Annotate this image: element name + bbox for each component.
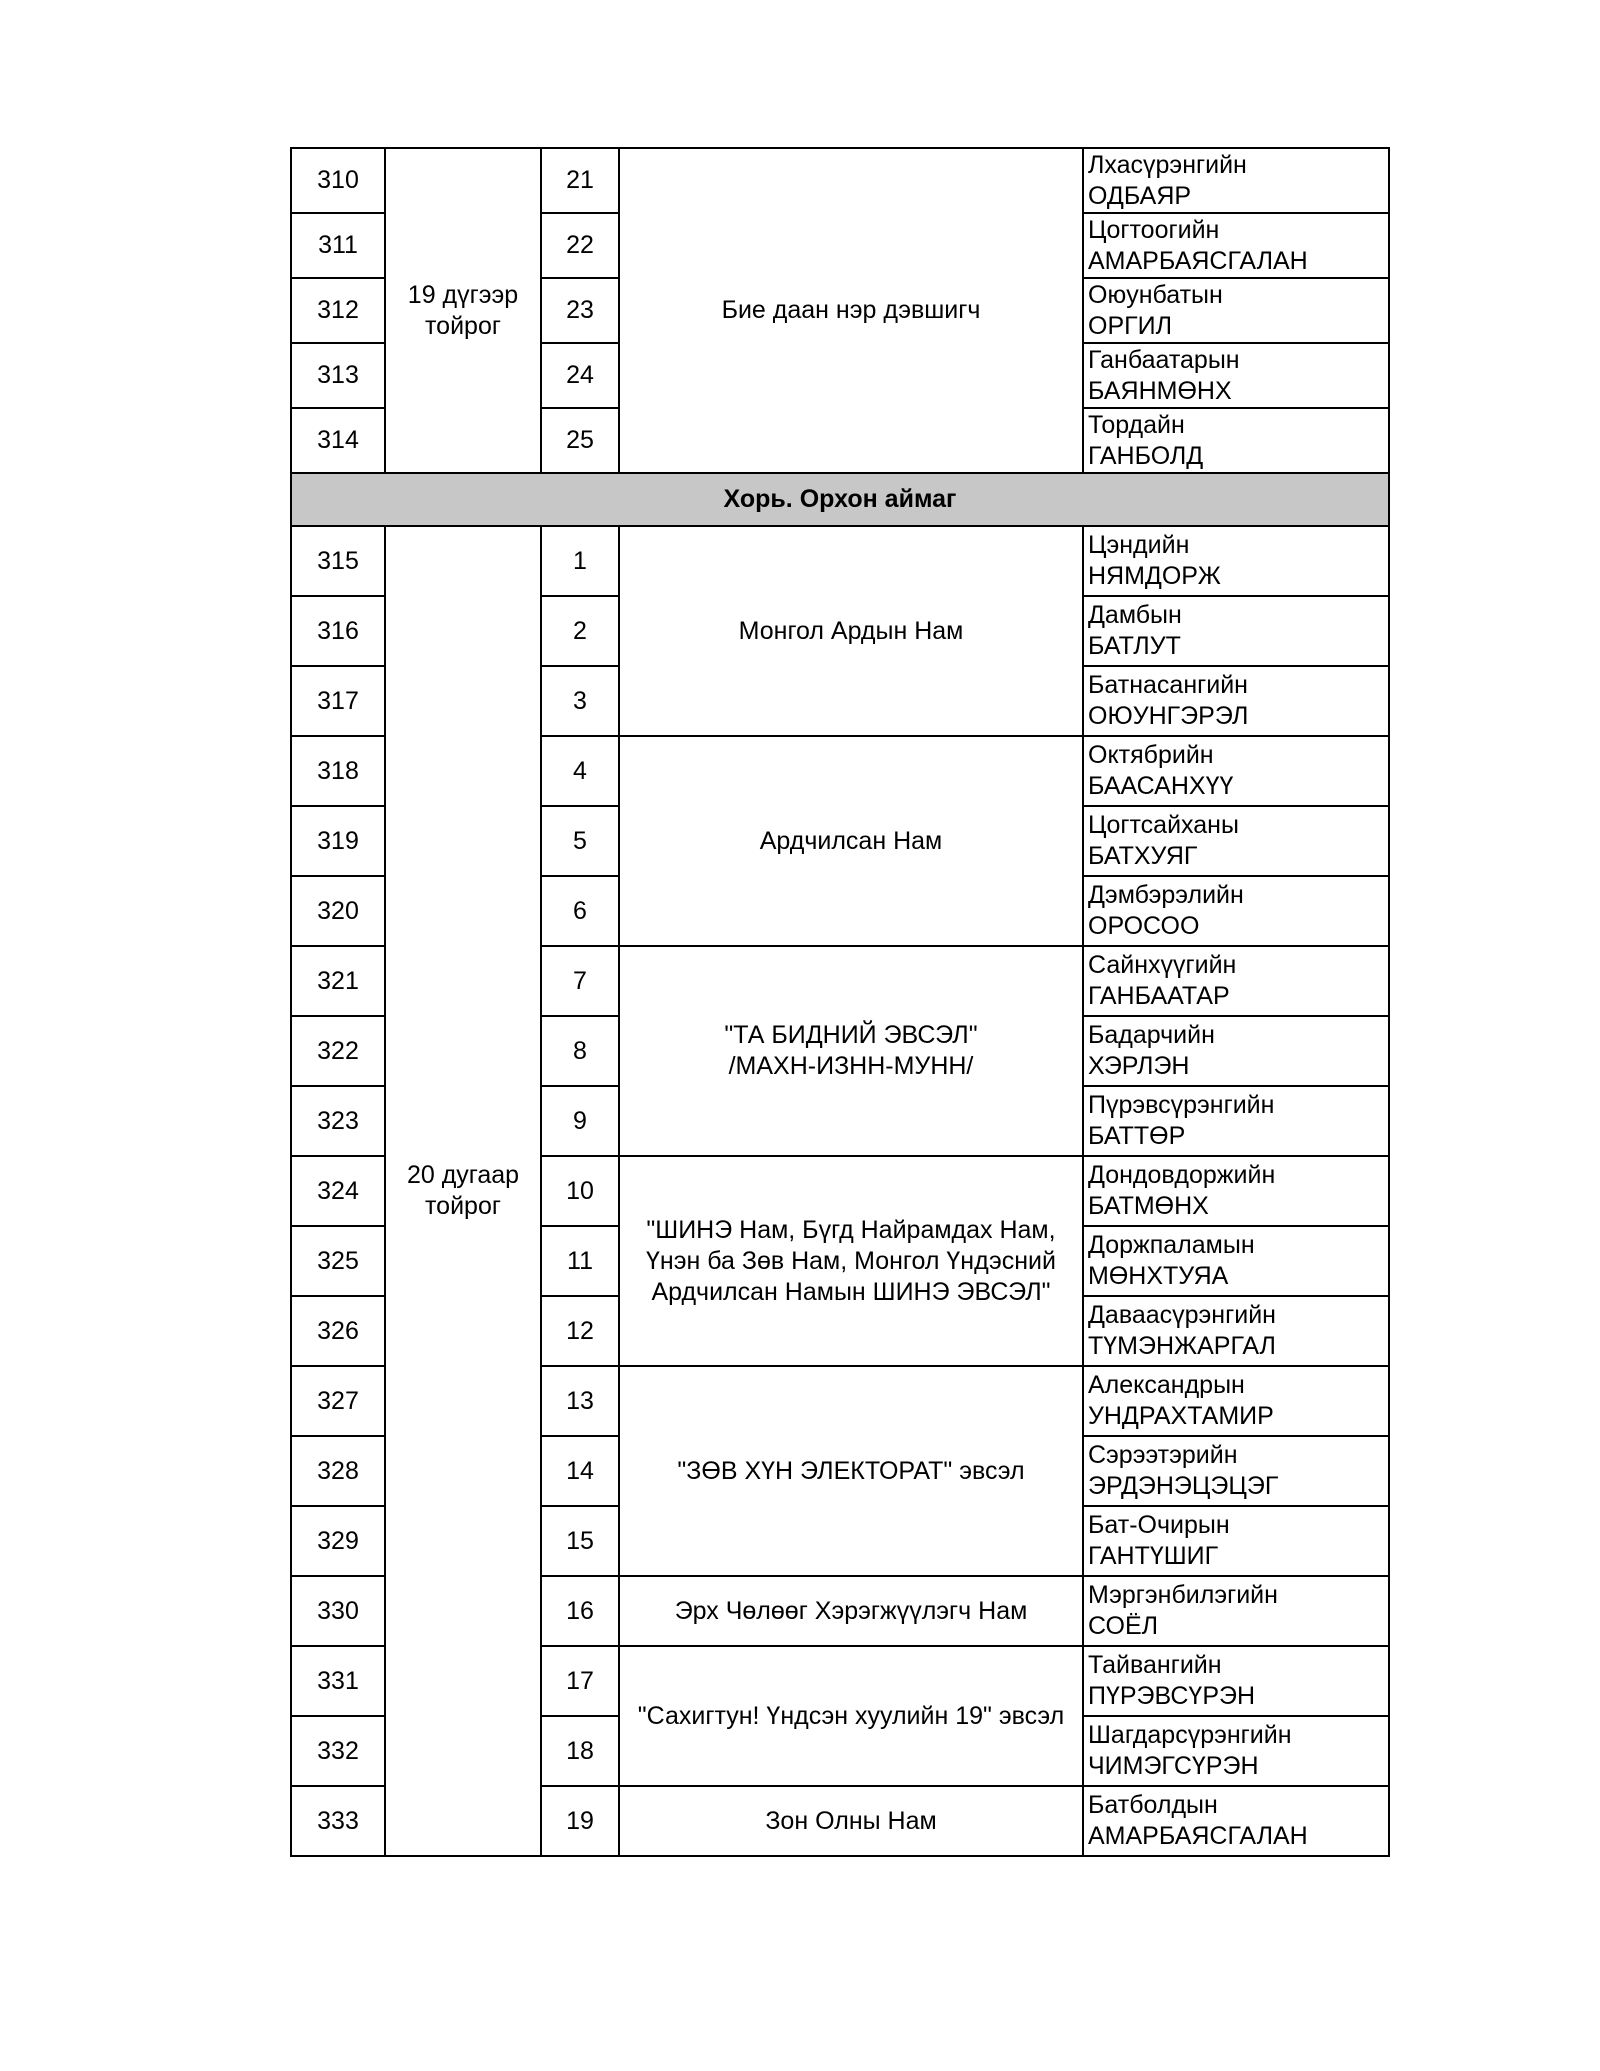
candidate-surname: БАТЛУТ [1088, 632, 1181, 660]
row-number: 311 [291, 213, 385, 278]
ballot-index: 18 [541, 1716, 619, 1786]
candidate-given-name: Сэрээтэрийн [1088, 1441, 1238, 1469]
candidate-given-name: Лхасүрэнгийн [1088, 150, 1247, 179]
candidate-table [290, 147, 1390, 1857]
party-line: "ШИНЭ Нам, Бүгд Найрамдах Нам, [646, 1215, 1056, 1244]
candidate-surname: ЧИМЭГСҮРЭН [1088, 1752, 1259, 1780]
party-line: "Сахигтун! Үндсэн хуулийн 19" эвсэл [637, 1701, 1065, 1730]
candidate-given-name: Батболдын [1088, 1791, 1218, 1819]
candidate-surname: ХЭРЛЭН [1088, 1052, 1190, 1080]
candidate-given-name: Оюунбатын [1088, 280, 1223, 309]
row-number: 333 [291, 1786, 385, 1856]
ballot-index: 9 [541, 1086, 619, 1156]
candidate-name [1083, 1226, 1389, 1296]
candidate-name [1083, 736, 1389, 806]
party-cell [619, 526, 1083, 736]
candidate-name [1083, 408, 1389, 473]
candidate-name [1083, 666, 1389, 736]
candidate-given-name: Даваасүрэнгийн [1088, 1301, 1276, 1329]
candidate-given-name: Александрын [1088, 1371, 1245, 1399]
district-line: 20 дугаар [406, 1161, 520, 1189]
candidate-given-name: Цогтоогийн [1088, 215, 1220, 244]
candidate-given-name: Мэргэнбилэгийн [1088, 1581, 1278, 1609]
candidate-surname: БАЯНМӨНХ [1088, 376, 1232, 405]
candidate-surname: ОРОСОО [1088, 912, 1200, 940]
ballot-index: 15 [541, 1506, 619, 1576]
candidate-name [1083, 806, 1389, 876]
row-number: 329 [291, 1506, 385, 1576]
candidate-given-name: Бадарчийн [1088, 1021, 1215, 1049]
candidate-given-name: Пүрэвсүрэнгийн [1088, 1091, 1275, 1119]
ballot-index: 16 [541, 1576, 619, 1646]
ballot-index: 17 [541, 1646, 619, 1716]
candidate-name [1083, 526, 1389, 596]
party-line: "ТА БИДНИЙ ЭВСЭЛ" [724, 1021, 978, 1049]
row-number: 318 [291, 736, 385, 806]
ballot-index: 5 [541, 806, 619, 876]
candidate-name [1083, 1646, 1389, 1716]
row-number: 331 [291, 1646, 385, 1716]
candidate-surname: БААСАНХҮҮ [1088, 772, 1234, 800]
candidate-surname: ТҮМЭНЖАРГАЛ [1088, 1332, 1276, 1360]
row-number: 330 [291, 1576, 385, 1646]
party-cell [619, 1646, 1083, 1786]
candidate-surname: АМАРБАЯСГАЛАН [1088, 246, 1308, 275]
row-number: 316 [291, 596, 385, 666]
district-line: 19 дүгээр [407, 280, 519, 309]
ballot-index: 10 [541, 1156, 619, 1226]
candidate-name [1083, 1576, 1389, 1646]
candidate-given-name: Дамбын [1088, 601, 1182, 629]
district-line: тойрог [425, 311, 501, 340]
candidate-given-name: Дэмбэрэлийн [1088, 881, 1244, 909]
party-cell [619, 946, 1083, 1156]
candidate-name [1083, 148, 1389, 213]
ballot-index: 13 [541, 1366, 619, 1436]
ballot-index: 6 [541, 876, 619, 946]
party-line: Эрх Чөлөөг Хэрэгжүүлэгч Нам [674, 1596, 1028, 1625]
section-title: Хорь. Орхон аймаг [291, 473, 1389, 526]
candidate-name [1083, 946, 1389, 1016]
candidate-given-name: Бат-Очирын [1088, 1511, 1230, 1539]
party-line: "ЗӨВ ХҮН ЭЛЕКТОРАТ" эвсэл [677, 1456, 1025, 1485]
candidate-name [1083, 213, 1389, 278]
candidate-surname: ГАНБААТАР [1088, 982, 1230, 1010]
candidate-name [1083, 1506, 1389, 1576]
candidate-name [1083, 1366, 1389, 1436]
ballot-index: 25 [541, 408, 619, 473]
table-row [291, 526, 1389, 596]
row-number: 317 [291, 666, 385, 736]
ballot-index: 24 [541, 343, 619, 408]
candidate-surname: ОДБАЯР [1088, 181, 1192, 210]
row-number: 325 [291, 1226, 385, 1296]
ballot-index: 4 [541, 736, 619, 806]
candidate-given-name: Батнасангийн [1088, 671, 1248, 699]
party-line: /МАХН-ИЗНН-МУНН/ [728, 1052, 974, 1080]
row-number: 324 [291, 1156, 385, 1226]
candidate-name [1083, 1016, 1389, 1086]
candidate-given-name: Шагдарсүрэнгийн [1088, 1721, 1292, 1749]
candidate-surname: БАТМӨНХ [1088, 1192, 1209, 1220]
party-line: Бие даан нэр дэвшигч [721, 296, 981, 324]
candidate-given-name: Цэндийн [1088, 531, 1190, 559]
ballot-index: 7 [541, 946, 619, 1016]
row-number: 327 [291, 1366, 385, 1436]
party-line: Зон Олны Нам [765, 1806, 937, 1835]
candidate-name [1083, 278, 1389, 343]
party-cell [619, 736, 1083, 946]
candidate-given-name: Сайнхүүгийн [1088, 951, 1237, 979]
candidate-surname: ОЮУНГЭРЭЛ [1088, 702, 1249, 730]
ballot-index: 11 [541, 1226, 619, 1296]
candidate-given-name: Тайвангийн [1088, 1651, 1222, 1679]
candidate-name [1083, 1716, 1389, 1786]
party-cell [619, 1156, 1083, 1366]
candidate-name [1083, 1436, 1389, 1506]
row-number: 310 [291, 148, 385, 213]
party-cell [619, 1366, 1083, 1576]
table-row [291, 148, 1389, 213]
row-number: 319 [291, 806, 385, 876]
district-line: тойрог [425, 1192, 501, 1220]
ballot-index: 8 [541, 1016, 619, 1086]
party-line: Монгол Ардын Нам [738, 616, 964, 645]
row-number: 328 [291, 1436, 385, 1506]
ballot-index: 21 [541, 148, 619, 213]
candidate-name [1083, 1156, 1389, 1226]
candidate-surname: НЯМДОРЖ [1088, 562, 1221, 590]
party-line: Үнэн ба Зөв Нам, Монгол Үндэсний [646, 1246, 1056, 1275]
district-cell [385, 526, 541, 1856]
candidate-given-name: Цогтсайханы [1088, 811, 1239, 839]
candidate-given-name: Дондовдоржийн [1088, 1161, 1276, 1189]
ballot-index: 3 [541, 666, 619, 736]
candidate-surname: УНДРАХТАМИР [1088, 1402, 1274, 1430]
ballot-index: 23 [541, 278, 619, 343]
candidate-surname: ОРГИЛ [1088, 311, 1173, 340]
row-number: 312 [291, 278, 385, 343]
district-cell [385, 148, 541, 473]
candidate-name [1083, 343, 1389, 408]
candidate-surname: БАТХУЯГ [1088, 842, 1198, 870]
party-cell [619, 148, 1083, 473]
candidate-surname: ГАНБОЛД [1088, 441, 1204, 470]
candidate-surname: СОЁЛ [1088, 1612, 1159, 1640]
party-cell [619, 1576, 1083, 1646]
row-number: 313 [291, 343, 385, 408]
candidate-surname: МӨНХТУЯА [1088, 1262, 1229, 1290]
ballot-index: 2 [541, 596, 619, 666]
candidate-given-name: Доржпаламын [1088, 1231, 1255, 1259]
row-number: 332 [291, 1716, 385, 1786]
candidate-name [1083, 1786, 1389, 1856]
ballot-index: 19 [541, 1786, 619, 1856]
candidate-name [1083, 1086, 1389, 1156]
candidate-given-name: Октябрийн [1088, 741, 1214, 769]
candidate-name [1083, 1296, 1389, 1366]
row-number: 323 [291, 1086, 385, 1156]
row-number: 314 [291, 408, 385, 473]
row-number: 320 [291, 876, 385, 946]
candidate-given-name: Тордайн [1088, 410, 1185, 439]
party-cell [619, 1786, 1083, 1856]
candidate-surname: ЭРДЭНЭЦЭЦЭГ [1088, 1472, 1279, 1500]
candidate-name [1083, 596, 1389, 666]
party-line: Ардчилсан Нам [759, 826, 943, 855]
row-number: 315 [291, 526, 385, 596]
ballot-index: 1 [541, 526, 619, 596]
party-line: Ардчилсан Намын ШИНЭ ЭВСЭЛ" [651, 1277, 1051, 1306]
ballot-index: 12 [541, 1296, 619, 1366]
candidate-surname: БАТТӨР [1088, 1122, 1186, 1150]
candidate-surname: ПҮРЭВСҮРЭН [1088, 1682, 1256, 1710]
ballot-index: 22 [541, 213, 619, 278]
candidate-surname: АМАРБАЯСГАЛАН [1088, 1822, 1308, 1850]
row-number: 321 [291, 946, 385, 1016]
candidate-name [1083, 876, 1389, 946]
row-number: 322 [291, 1016, 385, 1086]
section-header-row [291, 473, 1389, 526]
candidate-given-name: Ганбаатарын [1088, 345, 1240, 374]
row-number: 326 [291, 1296, 385, 1366]
candidate-surname: ГАНТҮШИГ [1088, 1542, 1219, 1570]
ballot-index: 14 [541, 1436, 619, 1506]
